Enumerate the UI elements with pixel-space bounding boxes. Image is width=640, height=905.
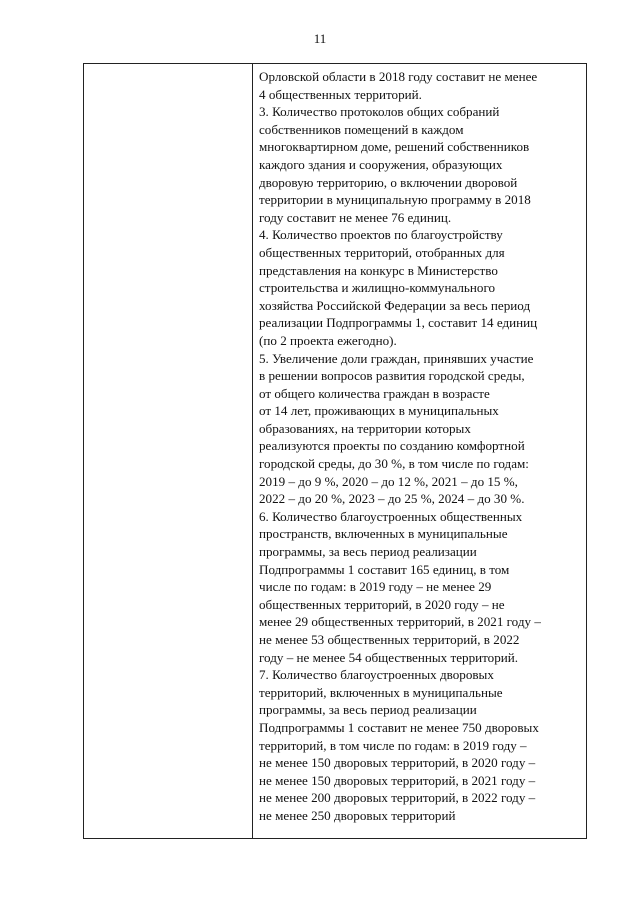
table-right-cell [259, 68, 585, 825]
table-text-line: многоквартирном доме, решений собственников [259, 139, 530, 155]
table-text-line: 4 общественных территорий. [259, 86, 422, 102]
table-text-line: каждого здания и сооружения, образующих [259, 156, 503, 172]
table-text-line: программы, за весь период реализации [259, 544, 477, 560]
table-text-line: общественных территорий, отобранных для [259, 244, 505, 260]
table-text-line: представления на конкурс в Министерство [259, 262, 498, 278]
table-text-line: не менее 200 дворовых территорий, в 2022 году – [259, 790, 536, 806]
table-left-cell [84, 64, 253, 838]
table-text-line: территорий, в том числе по годам: в 2019 году – [259, 737, 527, 753]
table-text-line: дворовую территорию, о включении дворовой [259, 174, 518, 190]
table-text-line: году – не менее 54 общественных территорий. [259, 649, 519, 665]
table-text-line: образованиях, на территории которых [259, 420, 471, 436]
table-text-line: строительства и жилищно-коммунального [259, 280, 496, 296]
table-text-line: 6. Количество благоустроенных общественных [259, 508, 523, 524]
table-text-line: 7. Количество благоустроенных дворовых [259, 667, 494, 683]
table-text-line: городской среды, до 30 %, в том числе по годам: [259, 456, 529, 472]
table-text-line: году составит не менее 76 единиц. [259, 209, 452, 225]
table-text-line: реализации Подпрограммы 1, составит 14 единиц [259, 315, 538, 331]
table-text-line: от 14 лет, проживающих в муниципальных [259, 403, 499, 419]
table-text-line: Орловской области в 2018 году составит не менее [259, 69, 538, 84]
table-text-line: Подпрограммы 1 составит не менее 750 дворовых [259, 719, 539, 735]
table-text-line: реализуются проекты по созданию комфортной [259, 438, 525, 454]
table-text-line: пространств, включенных в муниципальные [259, 526, 508, 542]
table-text-line: 4. Количество проектов по благоустройству [259, 227, 503, 243]
table-text-line: программы, за весь период реализации [259, 702, 477, 718]
table-text-line: собственников помещений в каждом [259, 121, 464, 137]
table-text-line: в решении вопросов развития городской среды, [259, 368, 525, 384]
table-text-line: менее 29 общественных территорий, в 2021 году – [259, 614, 541, 630]
table-text-line: 2019 – до 9 %, 2020 – до 12 %, 2021 – до 15 %, [259, 473, 518, 489]
table-text-line: не менее 150 дворовых территорий, в 2021 году – [259, 772, 536, 788]
table-text-line: числе по годам: в 2019 году – не менее 29 [259, 579, 492, 595]
table-text-line: общественных территорий, в 2020 году – не [259, 596, 505, 612]
table-text-line: не менее 250 дворовых территорий [259, 807, 456, 823]
table-text-line: 2022 – до 20 %, 2023 – до 25 %, 2024 – до 30 %. [259, 491, 525, 507]
page-number: 11 [313, 31, 327, 46]
table-text-line: территории в муниципальную программу в 2018 [259, 192, 531, 208]
table-text-line: Подпрограммы 1 составит 165 единиц, в том [259, 561, 510, 577]
table-text-line: хозяйства Российской Федерации за весь период [259, 297, 531, 313]
table-text-line: территорий, включенных в муниципальные [259, 684, 503, 700]
table-text-line: (по 2 проекта ежегодно). [259, 332, 397, 348]
table-text-line: 3. Количество протоколов общих собраний [259, 104, 500, 120]
document-table [83, 63, 587, 839]
table-text-line: не менее 53 общественных территорий, в 2022 [259, 632, 520, 647]
table-text-line: от общего количества граждан в возрасте [259, 385, 490, 401]
table-text-line: 5. Увеличение доли граждан, принявших участие [259, 350, 534, 366]
table-text-line: не менее 150 дворовых территорий, в 2020 году – [259, 755, 536, 771]
